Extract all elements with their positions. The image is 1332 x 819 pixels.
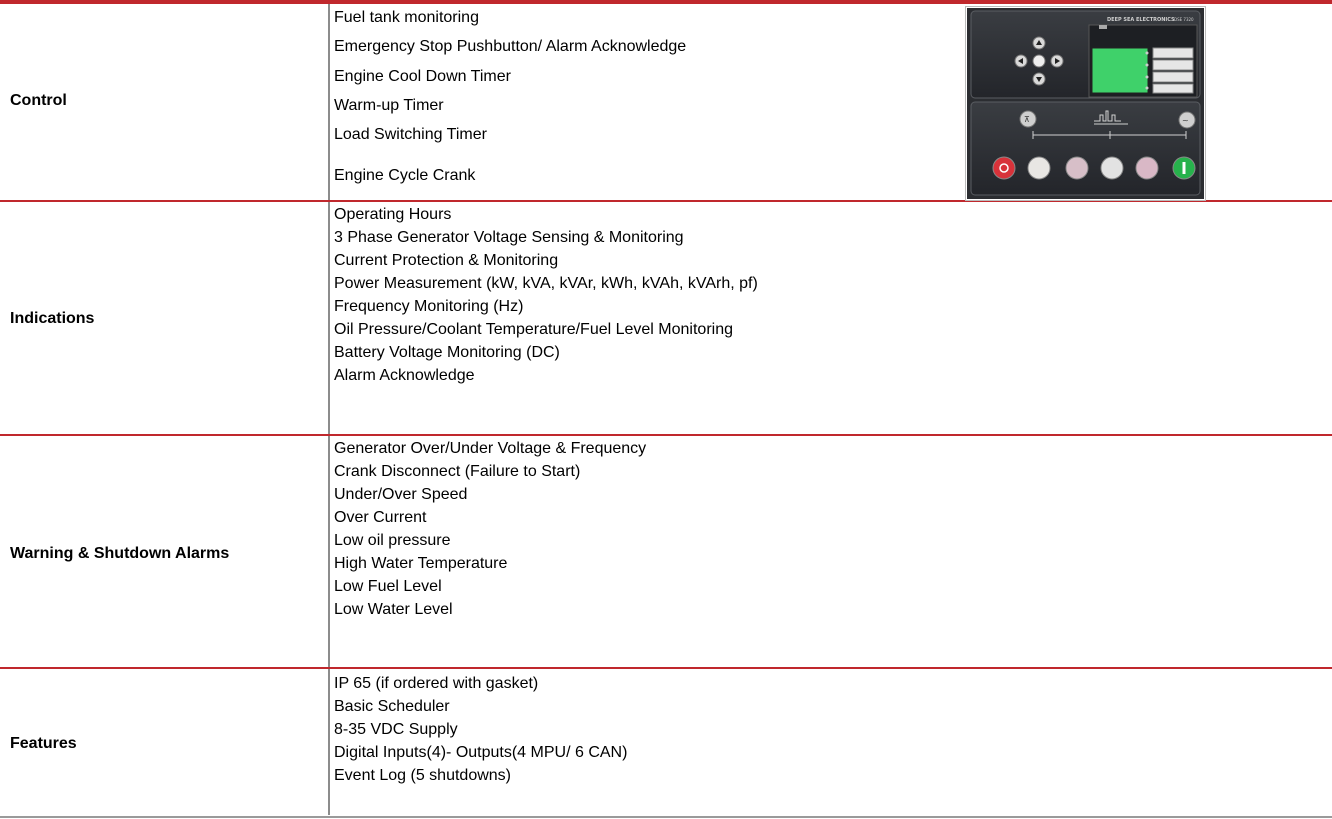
list-item: Operating Hours xyxy=(334,206,452,223)
list-item: Oil Pressure/Coolant Temperature/Fuel Level Monitoring xyxy=(334,321,734,338)
column-divider xyxy=(328,4,330,200)
list-item: Alarm Acknowledge xyxy=(334,367,475,384)
list-item: High Water Temperature xyxy=(334,555,508,572)
list-item: Battery Voltage Monitoring (DC) xyxy=(334,344,560,361)
column-divider xyxy=(328,436,330,667)
list-item: IP 65 (if ordered with gasket) xyxy=(334,675,539,692)
list-item: Load Switching Timer xyxy=(334,126,487,143)
column-divider xyxy=(328,669,330,815)
section-title-indications: Indications xyxy=(10,310,95,327)
controller-panel-image xyxy=(965,6,1206,201)
svg-text:~: ~ xyxy=(1182,116,1189,125)
indications-items xyxy=(334,203,758,387)
bottom-rule xyxy=(0,816,1332,818)
list-item: Low oil pressure xyxy=(334,532,451,549)
list-item: Engine Cool Down Timer xyxy=(334,68,511,85)
list-item: Low Fuel Level xyxy=(334,578,442,595)
list-item: Fuel tank monitoring xyxy=(334,9,479,26)
warnings-items xyxy=(334,437,646,621)
list-item: Digital Inputs(4)- Outputs(4 MPU/ 6 CAN) xyxy=(334,744,628,761)
list-item: Frequency Monitoring (Hz) xyxy=(334,298,524,315)
list-item: Generator Over/Under Voltage & Frequency xyxy=(334,440,647,457)
list-item: Warm-up Timer xyxy=(334,97,444,114)
list-item: Current Protection & Monitoring xyxy=(334,252,559,269)
section-title-warnings: Warning & Shutdown Alarms xyxy=(10,545,230,562)
section-indications xyxy=(0,202,1332,434)
list-item: 3 Phase Generator Voltage Sensing & Monitoring xyxy=(334,229,684,246)
features-items xyxy=(334,672,627,787)
column-divider xyxy=(328,202,330,434)
list-item: 8-35 VDC Supply xyxy=(334,721,458,738)
list-item: Event Log (5 shutdowns) xyxy=(334,767,511,784)
list-item: Over Current xyxy=(334,509,427,526)
list-item: Crank Disconnect (Failure to Start) xyxy=(334,463,581,480)
section-title-features: Features xyxy=(10,735,77,752)
list-item: Emergency Stop Pushbutton/ Alarm Acknowledge xyxy=(334,38,687,55)
list-item: Under/Over Speed xyxy=(334,486,468,503)
panel-brand-text: DEEP SEA ELECTRONICS xyxy=(1107,17,1175,23)
section-features xyxy=(0,669,1332,815)
list-item: Low Water Level xyxy=(334,601,453,618)
list-item: Power Measurement (kW, kVA, kVAr, kWh, kVAh, kVArh, pf) xyxy=(334,275,758,292)
svg-text:⊼: ⊼ xyxy=(1024,115,1030,124)
section-title-control: Control xyxy=(10,92,67,109)
list-item: Engine Cycle Crank xyxy=(334,167,476,184)
section-warnings xyxy=(0,436,1332,667)
list-item: Basic Scheduler xyxy=(334,698,450,715)
controller-panel-illustration xyxy=(966,7,1205,200)
panel-model-text: DSE 7320 xyxy=(1174,17,1194,22)
